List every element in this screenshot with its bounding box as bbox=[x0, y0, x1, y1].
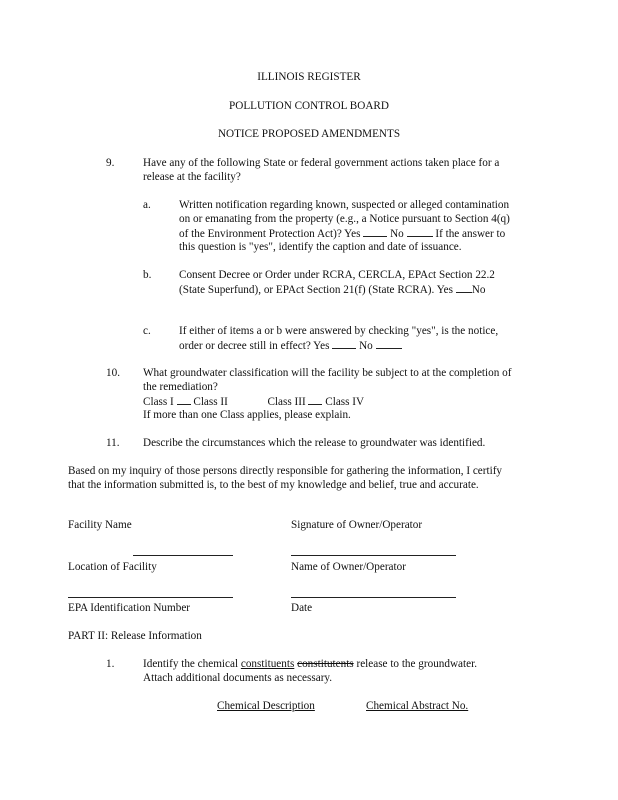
item-a-yes-text: of the Environment Protection Act)? Yes bbox=[179, 228, 361, 240]
item-label-a: a. bbox=[143, 199, 151, 211]
item-a-line bbox=[179, 226, 505, 241]
item-1-pre: Identify the chemical bbox=[143, 658, 239, 670]
part-2-item-1-line2: Attach additional documents as necessary. bbox=[143, 672, 333, 684]
class-4-label: Class IV bbox=[325, 396, 365, 408]
item-a-line: on or emanating from the property (e.g., a Notice pursuant to Section 4(q) bbox=[179, 213, 510, 225]
notice-title: NOTICE PROPOSED AMENDMENTS bbox=[217, 128, 401, 140]
class-3-label: Class III bbox=[267, 396, 306, 408]
facility-name-label: Facility Name bbox=[68, 519, 132, 531]
item-b-line: Consent Decree or Order under RCRA, CERCLA, EPAct Section 22.2 bbox=[179, 269, 495, 281]
class-1-blank[interactable] bbox=[177, 394, 191, 405]
no-blank[interactable] bbox=[376, 338, 402, 349]
date-label: Date bbox=[291, 602, 313, 614]
no-label: No bbox=[471, 284, 486, 296]
certification-line: that the information submitted is, to the best of my knowledge and belief, true and accurate. bbox=[68, 479, 479, 491]
item-a-line: Written notification regarding known, suspected or alleged contamination bbox=[179, 199, 510, 211]
register-title: ILLINOIS REGISTER bbox=[257, 71, 361, 83]
yes-blank[interactable] bbox=[456, 282, 472, 293]
owner-name-label: Name of Owner/Operator bbox=[291, 561, 406, 573]
deleted-text: constitutents bbox=[297, 658, 354, 670]
board-title: POLLUTION CONTROL BOARD bbox=[229, 100, 389, 112]
column-header-chemical-description: Chemical Description bbox=[217, 700, 315, 712]
part-2-item-1-line bbox=[143, 657, 477, 671]
item-1-post: release to the groundwater. bbox=[356, 658, 477, 670]
class-2-label: Class II bbox=[193, 396, 228, 408]
inserted-text: constituents bbox=[240, 658, 295, 670]
no-label: No bbox=[359, 340, 373, 352]
question-number: 10. bbox=[106, 367, 120, 379]
certification-line: Based on my inquiry of those persons directly responsible for gathering the information, I certify bbox=[68, 465, 503, 477]
item-c-line bbox=[179, 338, 402, 353]
question-text-line: release at the facility? bbox=[143, 171, 241, 183]
location-label: Location of Facility bbox=[68, 561, 157, 573]
yes-blank[interactable] bbox=[363, 226, 387, 237]
class-options bbox=[143, 394, 364, 409]
no-blank[interactable] bbox=[407, 226, 433, 237]
question-text-line: Have any of the following State or federal government actions taken place for a bbox=[143, 157, 500, 169]
question-text-line: the remediation? bbox=[143, 381, 218, 393]
class-1-label: Class I bbox=[143, 396, 174, 408]
item-c-line: If either of items a or b were answered by checking "yes", is the notice, bbox=[179, 325, 499, 337]
facility-name-line[interactable] bbox=[133, 555, 233, 556]
item-a-if-text: If the answer to bbox=[435, 228, 506, 240]
signature-line[interactable] bbox=[291, 555, 456, 556]
location-line[interactable] bbox=[68, 597, 233, 598]
item-label-c: c. bbox=[143, 325, 151, 337]
class-3-blank[interactable] bbox=[308, 394, 322, 405]
yes-blank[interactable] bbox=[332, 338, 356, 349]
item-a-line: this question is "yes", identify the caption and date of issuance. bbox=[179, 241, 462, 253]
question-text-line: If more than one Class applies, please explain. bbox=[143, 409, 351, 421]
signature-label: Signature of Owner/Operator bbox=[291, 519, 423, 531]
question-text-line: What groundwater classification will the facility be subject to at the completion of bbox=[143, 367, 512, 379]
item-b-text: (State Superfund), or EPAct Section 21(f) (State RCRA). bbox=[179, 284, 435, 296]
owner-name-line[interactable] bbox=[291, 597, 456, 598]
item-number: 1. bbox=[106, 658, 115, 670]
column-header-chemical-abstract-no: Chemical Abstract No. bbox=[366, 700, 469, 712]
question-11-text: Describe the circumstances which the release to groundwater was identified. bbox=[143, 437, 486, 449]
question-number: 9. bbox=[106, 157, 115, 169]
question-number: 11. bbox=[106, 437, 120, 449]
no-label: No bbox=[390, 228, 404, 240]
item-label-b: b. bbox=[143, 269, 152, 281]
item-c-text: order or decree still in effect? Yes bbox=[179, 340, 330, 352]
epa-id-label: EPA Identification Number bbox=[68, 602, 191, 614]
item-b-line bbox=[179, 282, 485, 297]
part-2-title: PART II: Release Information bbox=[68, 630, 202, 642]
yes-label: Yes bbox=[436, 284, 453, 296]
